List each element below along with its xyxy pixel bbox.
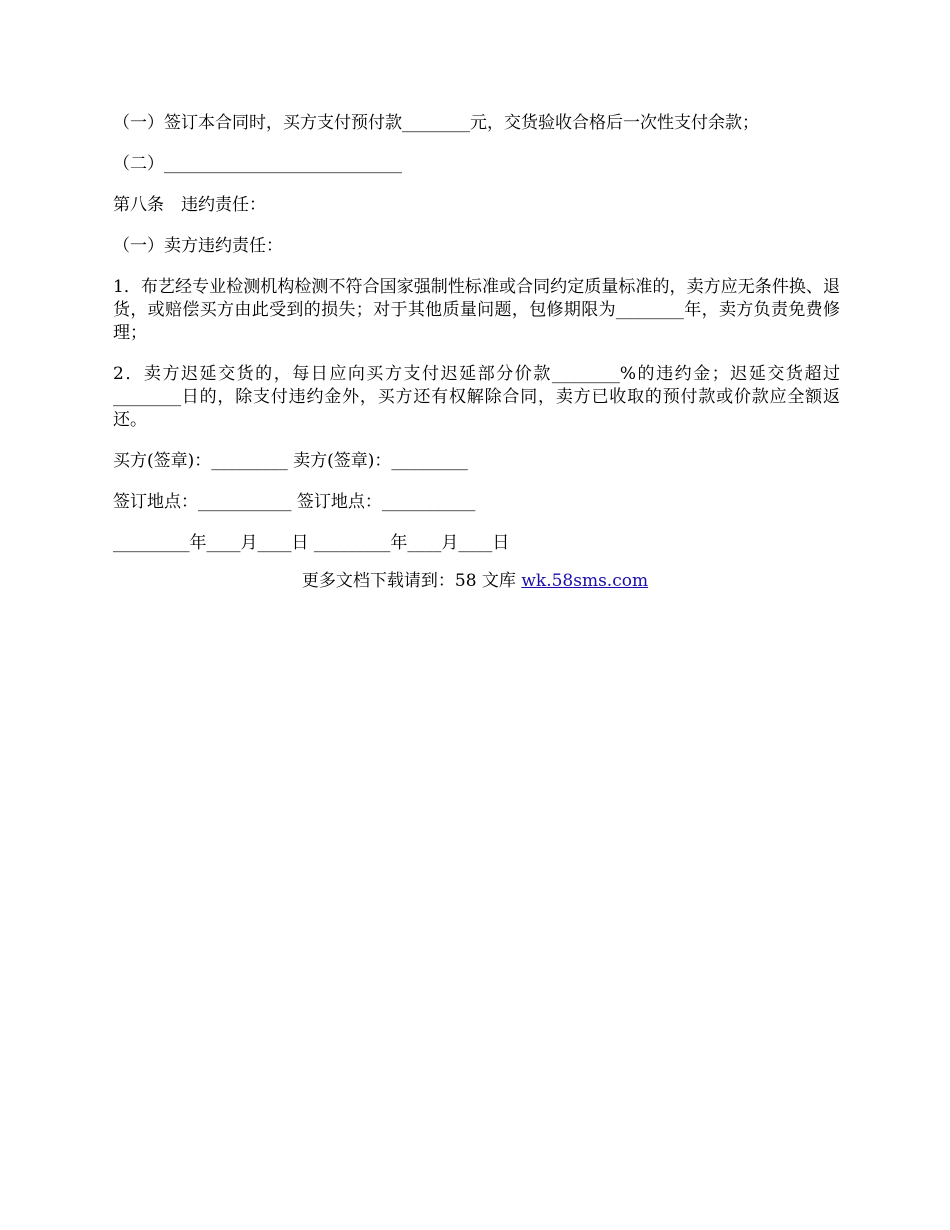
document-body (113, 112, 840, 573)
signing-place-line: 签订地点：___________ 签订地点：___________ (113, 492, 476, 512)
liability-item-2: 2．卖方迟延交货的，每日应向买方支付迟延部分价款________%的违约金；迟延交货超过________日的，除支付违约金外，买方还有权解除合同，卖方已收取的预付款或价款应全额返还。 (113, 364, 840, 430)
payment-clause-2: （二）____________________________ (113, 154, 402, 174)
seller-liability-heading: （一）卖方违约责任： (113, 236, 283, 256)
date-line: _________年____月____日 _________年____月____日 (113, 533, 510, 553)
liability-item-1: 1．布艺经专业检测机构检测不符合国家强制性标准或合同约定质量标准的，卖方应无条件换、退货，或赔偿买方由此受到的损失；对于其他质量问题，包修期限为________年，卖方负责免费修理； (113, 277, 840, 343)
payment-clause-1: （一）签订本合同时，买方支付预付款________元，交货验收合格后一次性支付余款； (113, 113, 759, 133)
signature-line: 买方(签章)：_________ 卖方(签章)：_________ (113, 451, 468, 471)
article-8-heading: 第八条 违约责任： (113, 195, 266, 215)
footer-link[interactable]: wk.58sms.com (521, 571, 649, 591)
download-footer (0, 570, 950, 593)
footer-text: 更多文档下载请到：58 文库 (301, 571, 522, 591)
